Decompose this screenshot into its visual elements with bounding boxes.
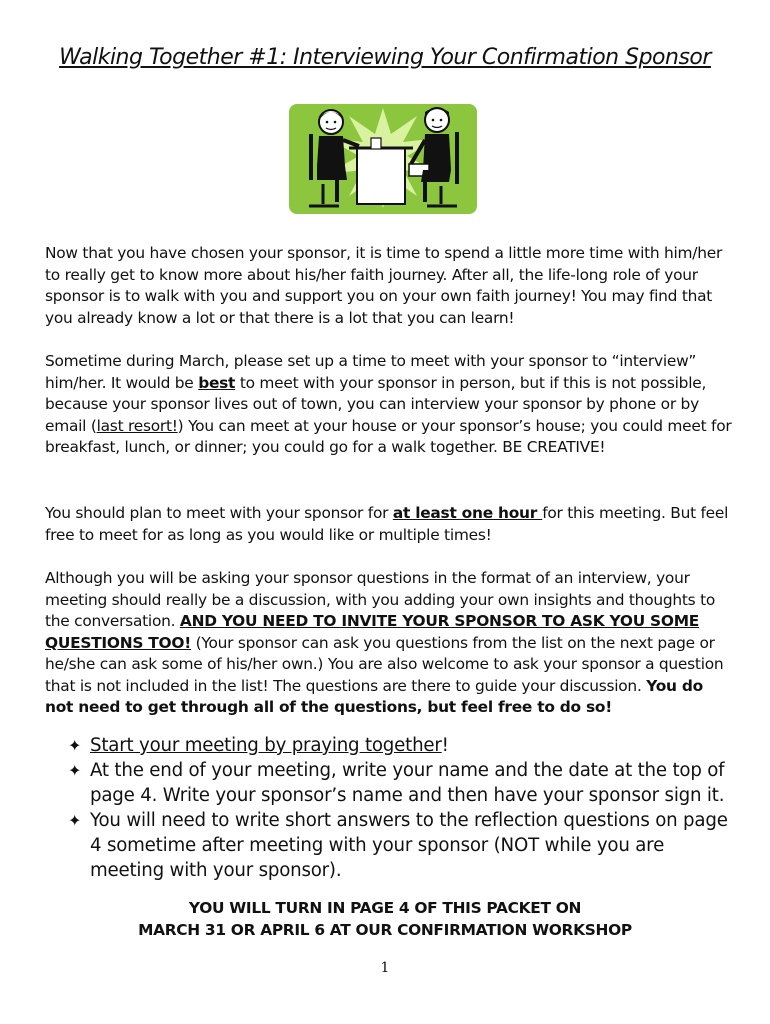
list-item [68,758,738,808]
schedule-text-e: ) You can meet at your house or your sponsor’s house; you could meet for breakfast, lunch, or dinner; you could go for a walk together. BE CREATIVE! [45,416,732,456]
page-title: Walking Together #1: Interviewing Your Confirmation Sponsor [59,45,711,70]
intro-paragraph [45,243,735,329]
list-item [68,808,738,883]
list-item [68,733,738,758]
schedule-paragraph [45,351,735,459]
bullet-text: ! [441,735,449,756]
interview-illustration [289,104,477,214]
star-bullet-icon: ✦ [68,736,82,755]
turn-in-notice [0,897,770,941]
turn-in-line-1: YOU WILL TURN IN PAGE 4 OF THIS PACKET ON [188,899,582,917]
star-bullet-icon: ✦ [68,761,82,780]
discussion-invite: AND YOU NEED TO INVITE YOUR SPONSOR TO ASK YOU SOME QUESTIONS TOO! [45,612,700,652]
duration-text-c: for this meeting. But feel free to meet for as long as you would like or multiple times! [45,504,729,544]
discussion-text-c: (Your sponsor can ask you questions from the list on the next page or he/she can ask some of his/her own.) You are also welcome to ask your sponsor a question that is not included in the list! The questions are there to guide your discussion. [45,633,724,695]
instruction-list [68,733,738,883]
turn-in-line-2: MARCH 31 OR APRIL 6 AT OUR CONFIRMATION WORKSHOP [138,921,632,939]
discussion-paragraph [45,568,735,719]
bullet-text: You will need to write short answers to the reflection questions on page 4 sometime after meeting with your sponsor (NOT while you are meeting with your sponsor). [90,810,728,881]
duration-emphasis: at least one hour [392,504,543,522]
discussion-text-a: Although you will be asking your sponsor questions in the format of an interview, your meeting should really be a discussion, with you adding your own insights and thoughts to the conversation. [45,569,716,630]
duration-text-a: You should plan to meet with your sponsor for [45,504,393,522]
page-number: 1 [380,960,390,976]
schedule-last-resort: last resort! [96,416,178,435]
schedule-text-a: Sometime during March, please set up a time to meet with your sponsor to “interview” him/her. It would be [45,352,697,392]
bullet-underlined: Start your meeting by praying together [90,735,442,756]
discussion-emphasis: You do not need to get through all of the questions, but feel free to do so! [45,676,703,716]
schedule-text-c: to meet with your sponsor in person, but if this is not possible, because your sponsor lives out of town, you can interview your sponsor by phone or by email ( [45,373,707,435]
schedule-best: best [198,373,236,392]
star-bullet-icon: ✦ [68,811,82,830]
bullet-text: At the end of your meeting, write your name and the date at the top of page 4. Write your sponsor’s name and then have your sponsor sign it. [90,760,725,806]
duration-paragraph [45,503,735,546]
intro-text: Now that you have chosen your sponsor, it is time to spend a little more time with him/her to really get to know more about his/her faith journey. After all, the life-long role of your sponsor is to walk with you and support you on your own faith journey! You may find that you already know a lot or that there is a lot that you can learn! [45,244,723,327]
